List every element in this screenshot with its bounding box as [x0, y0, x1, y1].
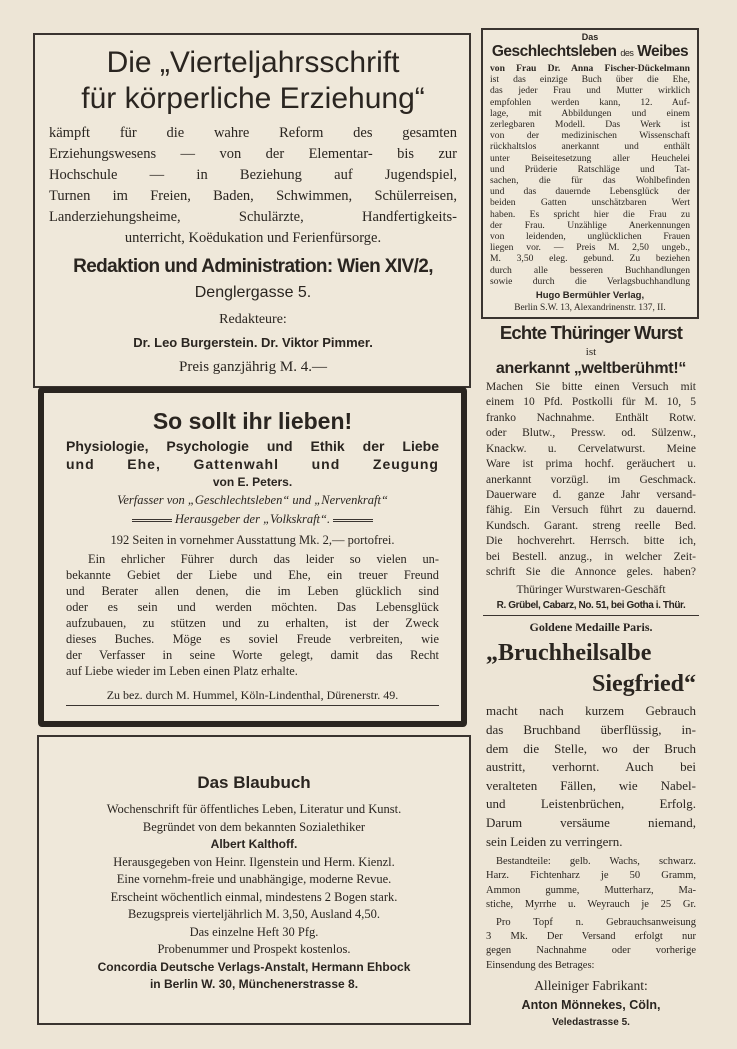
body-line: aufzubauen, zu stützen und zu erhalten, ist der Zweck: [66, 616, 439, 630]
body-line: Ware ist prima hochf. geräuchert u.: [486, 458, 696, 471]
award: Goldene Medaille Paris.: [529, 620, 653, 635]
publisher-address: Berlin S.W. 13, Alexandrinenstr. 137, II.: [514, 303, 666, 314]
body-line: fähig. Ein Versuch führt zu dauernd.: [486, 504, 696, 517]
body-line: liegen vor. — Preis M. 2,50 ungeb.,: [490, 242, 690, 254]
order-address: Zu bez. durch M. Hummel, Köln-Lindenthal, Dürenerstr. 49.: [66, 685, 439, 706]
ad-body: [490, 63, 690, 287]
body-line: oder Blutw., Pressw. od. Sülzenw.,: [486, 427, 696, 440]
body-line: austritt, verhornt. Auch bei: [486, 759, 696, 775]
body-line: zerlegbaren Modell. Das Werk ist: [490, 119, 690, 131]
order-line: gegen Nachnahme oder vorherige: [486, 945, 696, 957]
ad-bruchheilsalbe: [483, 616, 699, 1029]
ad-geschlechtsleben: [481, 28, 699, 319]
body-line: und Berater allen denen, die im Leben glücklich sind: [66, 584, 439, 598]
body-line: der Verfasser in seine Worte gelegt, damit das Recht: [66, 648, 439, 662]
order-line: 3 Mk. Der Versand erfolgt nur: [486, 931, 696, 943]
body-line: von leidenden, unglücklichen Frauen: [490, 231, 690, 243]
body-line: auf Liebe wieder im Leben einen Platz erhalte.: [66, 664, 298, 678]
body-line: ist das einzige Buch über die Ehe,: [490, 74, 690, 86]
ingredients: [486, 855, 696, 912]
body-line: bei Bestell. anzug., in welcher Zeit-: [486, 550, 696, 563]
title-des: des: [620, 48, 634, 58]
body-line: Wochenschrift für öffentliches Leben, Literatur und Kunst.: [106, 802, 402, 816]
body-line: dem die Stelle, wo der Bruch: [486, 740, 696, 756]
ad-subtitle: [66, 437, 439, 473]
ad-blaubuch: [37, 735, 471, 1025]
body-line: bekannte Gebiet der Liebe und Ehe, ein treuer Freund: [66, 568, 439, 582]
body-line: Eine vornehm-freie und unabhängige, moderne Revue.: [116, 872, 392, 886]
body-line: und Prüderie Ratschläge und Tat-: [490, 163, 690, 175]
body-line: Erziehungswesens — von der Elementar- bis zur: [49, 146, 457, 162]
right-column: [481, 28, 699, 1030]
body-line: schrift Sie die Annonce geles. haben?: [486, 565, 696, 578]
ad-tagline: anerkannt „weltberühmt!“: [495, 360, 687, 378]
author-note: Verfasser von „Geschlechtsleben“ und „Nervenkraft“: [117, 493, 388, 507]
subtitle-line: und Ehe, Gattenwahl und Zeugung: [66, 456, 439, 472]
company-address: R. Grübel, Cabarz, No. 51, bei Gotha i. Thür.: [496, 600, 686, 612]
ingredients-line: Ammon gumme, Mutterharz, Ma-: [486, 884, 696, 896]
body-line: haben. Es spricht hier die Frau zu: [490, 208, 690, 220]
ad-vierteljahrsschrift: [33, 33, 471, 388]
ad-body: [49, 123, 457, 249]
body-line: sowie durch die Verlagsbuchhandlung: [490, 275, 690, 287]
body-line: Ein ehrlicher Führer durch das leider so vielen un-: [88, 552, 439, 566]
publisher-line: in Berlin W. 30, Münchenerstrasse 8.: [149, 977, 359, 991]
body-line: und das dauernde Lebensglück der: [490, 186, 690, 198]
body-line: unterricht, Koëdukation und Ferienfürsorge.: [124, 230, 382, 246]
body-line: und Leistenbrüchen, Erfolg.: [486, 796, 696, 812]
maker: Anton Mönnekes, Cöln,: [521, 997, 661, 1012]
address-street: Denglergasse 5.: [194, 284, 312, 301]
ingredients-line: stiche, Myrrhe u. Weyrauch je 25 Gr.: [486, 898, 696, 910]
body-line: kämpft für die wahre Reform des gesamten: [49, 125, 457, 141]
body-line: das jeder Frau und Mutter wirklich: [490, 85, 690, 97]
body-line: Probenummer und Prospekt kostenlos.: [157, 942, 351, 956]
body-line: macht nach kurzem Gebrauch: [486, 703, 696, 719]
editor-note: Herausgeber der „Volkskraft“.: [174, 512, 331, 526]
body-line: Erscheint wöchentlich einmal, mindestens 2 Bogen stark.: [110, 889, 398, 904]
ingredients-line: Bestandteile: gelb. Wachs, schwarz.: [496, 856, 696, 868]
ad-body: [486, 380, 696, 580]
body-line: von Frau Dr. Anna Fischer-Dückelmann: [490, 63, 690, 74]
company: Thüringer Wurstwaren-Geschäft: [516, 584, 666, 597]
body-line: Das einzelne Heft 30 Pfg.: [189, 924, 319, 939]
ad-body: [49, 801, 459, 994]
body-line: Turnen im Freien, Baden, Schwimmen, Schülerreisen,: [49, 188, 457, 204]
ad-wurst: [483, 319, 699, 616]
divider: [132, 519, 172, 522]
body-line: beiden Gatten unschätzbaren Wert: [490, 197, 690, 209]
pages-price: 192 Seiten in vornehmer Ausstattung Mk. 2,— portofrei.: [110, 533, 395, 547]
subtitle-line: Physiologie, Psychologie und Ethik der Liebe: [66, 438, 439, 454]
body-line: Kundsch. Garant. streng reelle Bed.: [486, 519, 696, 532]
maker-street: Veledastrasse 5.: [552, 1016, 630, 1028]
body-line: Herausgegeben von Heinr. Ilgenstein und Herm. Kienzl.: [113, 854, 395, 869]
body-line: franko Nachnahme. Enthält Rotw.: [486, 411, 696, 424]
price: Preis ganzjährig M. 4.—: [179, 359, 327, 375]
ad-body: [486, 702, 696, 851]
editors-label: Redakteure:: [219, 312, 287, 327]
ad-title: [490, 42, 690, 63]
body-line: das Bruchband überflüssig, in-: [486, 721, 696, 737]
order-line: Einsendung des Betrages:: [486, 959, 595, 971]
ad-title: Das Blaubuch: [197, 773, 311, 792]
body-line: rückhaltslos anerkannt und enthält: [490, 141, 690, 153]
ad-body: [66, 551, 439, 679]
title-line: für körperliche Erziehung“: [81, 82, 425, 115]
title-line: „Bruchheilsalbe: [486, 640, 652, 667]
body-line: Hochschule — in Beziehung auf Jugendspiel,: [49, 167, 457, 183]
body-line: Dauerware d. ganze Jahr versand-: [486, 488, 696, 501]
divider: [333, 519, 373, 522]
body-line: durch alle besseren Buchhandlungen: [490, 264, 690, 276]
ad-title: [49, 45, 457, 117]
ad-title: [486, 638, 696, 700]
body-line: Knackw. u. Cervelatwurst. Meine: [486, 442, 696, 455]
body-line: empfohlen werden kann, 12. Auf-: [490, 96, 690, 108]
body-line: sachen, die für das Wohlbefinden: [490, 175, 690, 187]
body-line: unter Beiseitesetzung aller Heuchelei: [490, 152, 690, 164]
address-line: Redaktion und Administration: Wien XIV/2,: [73, 256, 433, 277]
body-line: Landerziehungsheime, Schulärzte, Handfertigkeits-: [49, 209, 457, 225]
ad-title: Echte Thüringer Wurst: [499, 322, 683, 344]
order-terms: [486, 916, 696, 973]
publisher: Hugo Bermühler Verlag,: [535, 290, 645, 302]
body-line: einem 10 Pfd. Postkolli für M. 10, 5: [486, 396, 696, 409]
body-line: Die hochverehrt. Herrsch. bitte ich,: [486, 535, 696, 548]
body-line: lage, mit Abbildungen und einem: [490, 107, 690, 119]
body-line: sein Leiden zu verringern.: [486, 833, 623, 849]
title-line: Die „Vierteljahrsschrift: [106, 46, 400, 79]
body-line: von der medizinischen Wissenschaft: [490, 130, 690, 142]
title-part: Weibes: [637, 43, 689, 60]
ad-title: So sollt ihr lieben!: [152, 408, 353, 434]
title-part: Geschlechtsleben: [491, 43, 617, 60]
body-line: der Frau. Unzählige Anerkennungen: [490, 219, 690, 231]
body-line: Bezugspreis vierteljährlich M. 3,50, Ausland 4,50.: [127, 907, 381, 921]
body-line: M. 3,50 eleg. gebund. Zu beziehen: [490, 253, 690, 265]
body-line: veralteten Fällen, wie Nabel-: [486, 777, 696, 793]
ingredients-line: Harz. Fichtenharz je 50 Gramm,: [486, 870, 696, 882]
author: von E. Peters.: [212, 475, 293, 489]
body-line: Darum versäume niemand,: [486, 814, 696, 830]
author-note: [66, 510, 439, 529]
ad-so-sollt-ihr-lieben: [38, 387, 467, 727]
body-line: dieses Buches. Möge es soviel Freude verbreiten, wie: [66, 632, 439, 646]
pre-title: Das: [581, 32, 599, 42]
editors: Dr. Leo Burgerstein. Dr. Viktor Pimmer.: [133, 335, 373, 350]
order-line: Pro Topf n. Gebrauchsanweisung: [496, 916, 696, 928]
publisher-line: Concordia Deutsche Verlags-Anstalt, Hermann Ehbock: [97, 959, 411, 974]
body-line: anerkannt vorzügl. im Geschmack.: [486, 473, 696, 486]
body-line: Begründet von dem bekannten Sozialethiker: [142, 819, 366, 834]
title-line: Siegfried“: [592, 671, 696, 698]
body-line: oder es sein und werden möchten. Das Lebensglück: [66, 600, 439, 614]
body-line: Machen Sie bitte einen Versuch mit: [486, 381, 696, 394]
founder: Albert Kalthoff.: [210, 837, 298, 851]
ad-ist: ist: [585, 346, 597, 359]
maker-label: Alleiniger Fabrikant:: [534, 977, 648, 993]
